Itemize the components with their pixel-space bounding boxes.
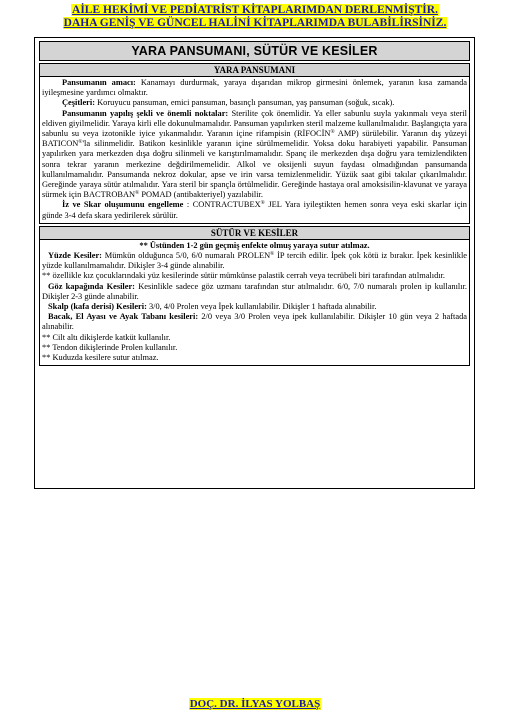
paragraph-kuduz [42,353,467,363]
text-skalp: 3/0, 4/0 Prolen veya İpek kullanılabilir. Dikişler 1 haftada alınabilir. [146,302,377,312]
text-cesit: Koruyucu pansuman, emici pansuman, basınçlı pansuman, yaş pansuman (soğuk, sıcak). [95,98,395,108]
text-intro: ** Üstünden 1-2 gün geçmiş enfekte olmuş yaraya sutur atılmaz. [139,240,370,250]
paragraph-kiz [42,271,467,281]
reg-mark: ® [135,190,140,197]
label-iz: İz ve Skar oluşumunu engelleme [62,200,184,210]
label-bacak: Bacak, El Ayası ve Ayak Tabanı kesileri: [48,312,199,322]
paragraph-bacak [42,312,467,332]
label-goz: Göz kapağında Kesiler: [48,281,135,291]
section-pansuman [39,77,470,224]
author-footer [0,698,510,710]
text-goz: Kesinlikle sadece göz uzmanı tarafından stur atılmalıdır. 6/0, 7/0 numaralı prolen ip kullanılır. Dikişler 2-3 günde alınabilir. [42,281,468,301]
text-cilt: ** Cilt altı dikişlerde katküt kullanılır. [42,332,171,342]
paragraph-goz [42,282,467,302]
author-name: DOÇ. DR. İLYAS YOLBAŞ [189,698,321,710]
text-yapilis-3: 'la silinmelidir. Batikon kesinlikle yaranın içine sürülmemelidir. Yoksa doku harabiyeti yapabilir. Pansuman yapılırken yara merkezden dışa doğru silinmeli ve karıştırılmamalıdır. Spanç ile merkezden dışa doğru yara temizlendikten sonra tekrar yaranın merkezine değdirilmemelidir. Alkol ve oksijenli suyun faydası olmadığından pansumanda kullanılmamalıdır. Pansumanda nekroz dokular, apse ve irin varsa temizlenmelidir. Yüzük saat gibi takılar çıkarılmalıdır. Gereğinde yaraya sütür atılmalıdır. Yara steril bir spançla örtülmelidir. Gereğinde hastaya oral amoksisilin-klavunat ve yaraya sürmek için BACTROBAN [42,139,467,200]
paragraph-yuz [42,251,467,271]
section-sutur [39,240,470,366]
reg-mark: ® [78,139,83,146]
text-iz-2: JEL Yara iyileştikten hemen sonra veya eski skarlar için günde 3-4 defa skara yedirilerek sürülür. [42,200,467,220]
paragraph-yapilis [42,109,467,201]
text-yapilis-4: POMAD (antibakteriyel) yazılabilir. [139,190,263,200]
header-line-2: DAHA GENİŞ VE GÜNCEL HALİNİ KİTAPLARIMDA BULABİLİRSİNİZ. [63,17,447,29]
paragraph-amac [42,78,467,98]
label-cesit: Çeşitleri: [62,98,96,108]
paragraph-cesit [42,98,467,108]
text-amac: Kanamayı durdurmak, yaraya dışarıdan mikrop girmesini önlemek, yaranın kısa zamanda iyileşmesine yardımcı olmaktır. [42,78,467,98]
text-tendon: ** Tendon dikişlerinde Prolen kullanılır. [42,342,178,352]
text-yuz-1: Mümkün olduğunca 5/0, 6/0 numaralı PROLEN [101,251,271,261]
page-title: YARA PANSUMANI, SÜTÜR VE KESİLER [39,41,470,61]
text-yuz-2: İP tercih edilir. İpek çok kötü iz bırakır. İpek kesinlikle yüzde kullanılmamalıdır. Dikişler 3-4 günde alınabilir. [42,251,468,271]
paragraph-cilt [42,333,467,343]
text-kuduz: ** Kuduzda kesilere sutur atılmaz. [42,353,159,363]
paragraph-intro [42,241,467,251]
section-heading-sutur: SÜTÜR VE KESİLER [39,226,470,240]
header-line-1: AİLE HEKİMİ VE PEDİATRİST KİTAPLARIMDAN DERLENMİŞTİR. [72,4,438,16]
text-bacak: 2/0 veya 3/0 Prolen veya ipek kullanılabilir. Dikişler 10 gün veya 2 haftada alınabilir. [42,312,467,332]
reg-mark: ® [270,251,275,258]
reg-mark: ® [330,129,335,136]
label-yuz: Yüzde Kesiler: [48,251,102,261]
reg-mark: ® [260,200,265,207]
text-yapilis-2: AMP) sürülebilir. Yaranın dış yüzeyi BATICON [42,129,467,149]
label-yapilis: Pansumanın yapılış şekli ve önemli noktalar: [62,108,229,118]
text-kiz: ** özellikle kız çocuklarındaki yüz kesilerinde sütür mümkünse palastik cerrah veya tecrübeli biri tarafından atılmalıdır. [42,271,446,281]
label-skalp: Skalp (kafa derisi) Kesileri: [48,302,147,312]
text-iz-1: : CONTRACTUBEX [183,200,261,210]
paragraph-skalp [42,302,467,312]
content-frame [34,37,475,489]
header-banner [0,4,510,30]
text-yapilis-1: Sterilite çok önemlidir. Ya eller sabunlu suyla yakınmalı veya steril eldiven giyilmelidir. Yaraya kirli elle dokunulmamalıdır. Pansuman yapılırken steril malzeme kullanılmalıdır. Başlangıçta yara sabunlu su veya izotonikle iyice yıkanmalıdır. Yaranın içine rifampisin (RİFOCİN [42,108,467,139]
label-amac: Pansumanın amacı: [62,78,136,87]
paragraph-iz [42,200,467,220]
paragraph-tendon [42,343,467,353]
section-heading-pansuman: YARA PANSUMANI [39,63,470,77]
